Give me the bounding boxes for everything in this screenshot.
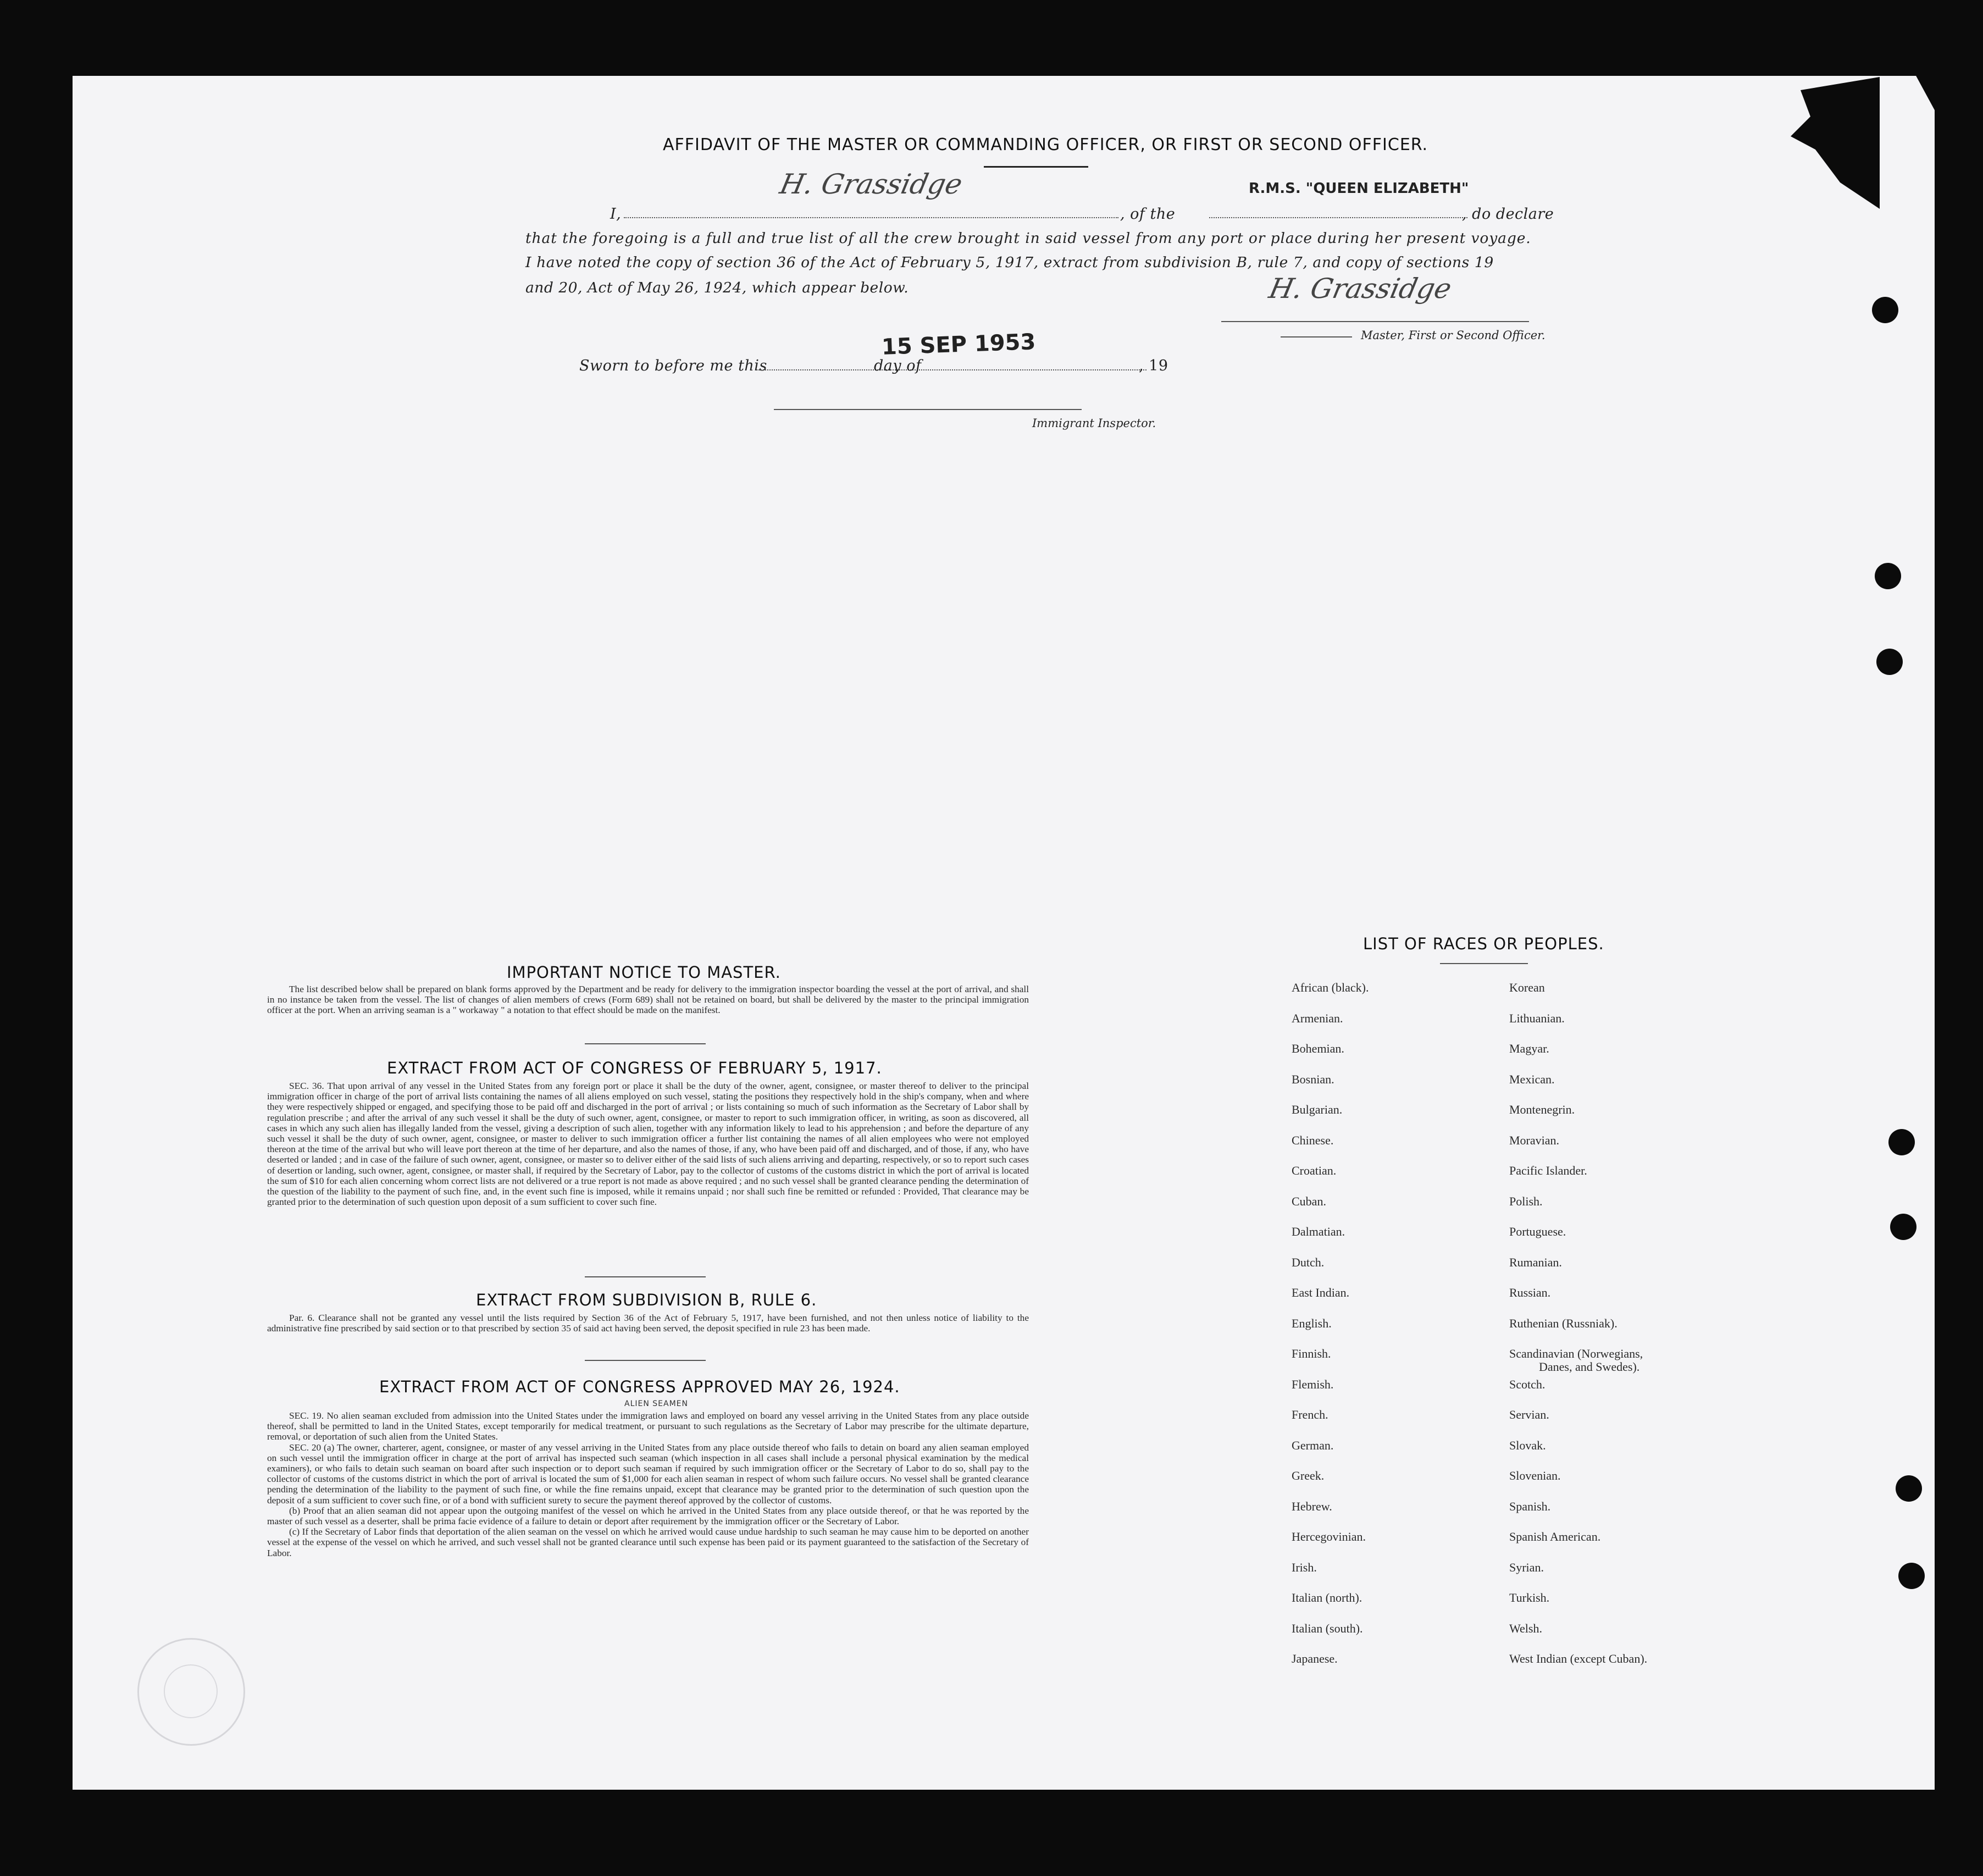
race-item: Finnish. xyxy=(1292,1347,1331,1360)
race-item: Portuguese. xyxy=(1509,1225,1566,1238)
section-rule xyxy=(585,1043,706,1044)
race-item: Welsh. xyxy=(1509,1621,1542,1635)
race-item: Slovenian. xyxy=(1509,1469,1561,1482)
race-item: Polish. xyxy=(1509,1194,1543,1208)
extract-1917-heading: EXTRACT FROM ACT OF CONGRESS OF FEBRUARY 5, 1917. xyxy=(387,1059,882,1077)
section-rule xyxy=(585,1276,706,1277)
race-item: Dalmatian. xyxy=(1292,1225,1345,1238)
race-item: Armenian. xyxy=(1292,1011,1343,1025)
inspector-rule xyxy=(774,409,1082,410)
affidavit-line-4: and 20, Act of May 26, 1924, which appear below. xyxy=(525,279,909,296)
inspector-caption: Immigrant Inspector. xyxy=(1032,417,1156,430)
race-item: Spanish American. xyxy=(1509,1530,1601,1543)
race-item: West Indian (except Cuban). xyxy=(1509,1652,1648,1665)
sec-20a: SEC. 20 (a) The owner, charterer, agent, consignee, or master of any vessel arriving in the United States from any place outside thereof who fails to detain on board any alien seaman employed on such vessel until the immigration officer in charge at the port of arrival has inspected such seaman (which inspection in all cases shall include a personal physical examination by the medical examiners), or who fails to detain such seaman on board after such inspection or to deport such seaman if required by such immigration officer or the Secretary of Labor to do so, shall pay to the collector of customs of the customs district in which the port of arrival is located the sum of $1,000 for each alien seaman in respect of whom such failure occurs. No vessel shall be granted clearance pending the determination of the liability to the payment of such fine, or while the fine remains unpaid, except that clearance may be granted prior to the determination of such question upon the deposit of a sum sufficient to cover such fine, or of a bond with sufficient surety to secure the payment thereof approved by the collector of customs. xyxy=(267,1442,1029,1506)
year-label: , 19 xyxy=(1139,357,1168,374)
race-item: Turkish. xyxy=(1509,1591,1550,1604)
race-item: Irish. xyxy=(1292,1560,1317,1574)
sworn-label: Sworn to before me this xyxy=(579,357,767,374)
punch-hole xyxy=(1888,1129,1915,1155)
notice-body: The list described below shall be prepared on blank forms approved by the Department and be ready for delivery to the immigration inspector boarding the vessel at the port of arrival, and shall in no instance be taken from the vessel. The list of changes of alien members of crews (Form 689) shall not be retained on board, but shall be delivered by the master to the principal immigration officer at the port. When an arriving seaman is a " workaway " a notation to that effect should be made on the manifest. xyxy=(267,984,1029,1016)
race-item: Japanese. xyxy=(1292,1652,1338,1665)
race-item: Chinese. xyxy=(1292,1133,1334,1147)
race-item: Hercegovinian. xyxy=(1292,1530,1366,1543)
affidavit-line-2: that the foregoing is a full and true list of all the crew brought in said vessel from any port or place during her present voyage. xyxy=(525,230,1531,247)
punch-hole xyxy=(1898,1563,1925,1589)
race-item: Syrian. xyxy=(1509,1560,1544,1574)
races-heading: LIST OF RACES OR PEOPLES. xyxy=(1363,934,1604,953)
race-item-continuation: Danes, and Swedes). xyxy=(1539,1360,1640,1374)
race-item: Scandinavian (Norwegians, xyxy=(1509,1347,1643,1360)
sworn-blank xyxy=(756,369,1146,370)
rule-6-heading: EXTRACT FROM SUBDIVISION B, RULE 6. xyxy=(476,1291,817,1309)
ship-stamp: R.M.S. "QUEEN ELIZABETH" xyxy=(1249,180,1469,197)
master-caption: Master, First or Second Officer. xyxy=(1361,329,1546,342)
race-item: African (black). xyxy=(1292,981,1369,994)
race-item: Dutch. xyxy=(1292,1255,1325,1269)
race-item: French. xyxy=(1292,1408,1328,1421)
race-item: Spanish. xyxy=(1509,1499,1551,1513)
race-item: Italian (north). xyxy=(1292,1591,1362,1604)
race-item: Magyar. xyxy=(1509,1042,1549,1055)
signature: H. Grassidge xyxy=(1266,273,1455,305)
race-item: Montenegrin. xyxy=(1509,1103,1575,1116)
race-item: Servian. xyxy=(1509,1408,1549,1421)
signature-rule xyxy=(1281,336,1352,337)
race-item: Bulgarian. xyxy=(1292,1103,1343,1116)
race-item: Flemish. xyxy=(1292,1377,1334,1391)
race-item: Bosnian. xyxy=(1292,1072,1334,1086)
race-item: Korean xyxy=(1509,981,1545,994)
extract-1924-heading: EXTRACT FROM ACT OF CONGRESS APPROVED MAY 26, 1924. xyxy=(379,1377,900,1396)
race-item: English. xyxy=(1292,1316,1332,1330)
day-of-label: day of xyxy=(874,357,922,374)
race-item: German. xyxy=(1292,1438,1334,1452)
race-item: Mexican. xyxy=(1509,1072,1555,1086)
punch-hole xyxy=(1875,563,1901,589)
section-rule xyxy=(1440,963,1528,964)
affidavit-heading: AFFIDAVIT OF THE MASTER OR COMMANDING OFFICER, OR FIRST OR SECOND OFFICER. xyxy=(663,135,1428,154)
rule-6-body: Par. 6. Clearance shall not be granted any vessel until the lists required by Section 36 of the Act of February 5, 1917, have been furnished, and not then unless notice of liability to the administrative fine prescribed by said section or to that prescribed by section 35 of said act having been served, the deposit specified in rule 23 has been made. xyxy=(267,1313,1029,1334)
punch-hole xyxy=(1896,1475,1922,1502)
race-item: Russian. xyxy=(1509,1286,1551,1299)
sec-19: SEC. 19. No alien seaman excluded from admission into the United States under the immigration laws and employed on board any vessel arriving in the United States from any place outside thereof, shall be permitted to land in the United States, except temporarily for medical treatment, or pursuant to such regulations as the Secretary of Labor may prescribe for the ultimate departure, removal, or deportation of such alien from the United States. xyxy=(267,1410,1029,1442)
race-item: Italian (south). xyxy=(1292,1621,1363,1635)
sec-20c: (c) If the Secretary of Labor finds that deportation of the alien seaman on the vessel on which he arrived would cause undue hardship to such seaman he may cause him to be deported on another vessel at the expense of the vessel on which he arrived, and such vessel shall not be granted clearance until such expense has been paid or its payment guaranteed to the satisfaction of the Secretary of Labor. xyxy=(267,1526,1029,1558)
alien-seamen-subheading: ALIEN SEAMEN xyxy=(624,1399,688,1408)
sec-20b: (b) Proof that an alien seaman did not appear upon the outgoing manifest of the vessel on which he arrived in the United States from any place outside thereof, or that he was reported by the master of such vessel as a deserter, shall be prima facie evidence of a failure to detain or deport after requirement by the immigration officer or the Secretary of Labor. xyxy=(267,1505,1029,1527)
affidavit-do-declare: , do declare xyxy=(1462,206,1554,223)
section-rule xyxy=(585,1360,706,1361)
affidavit-of-the: , of the xyxy=(1120,206,1176,223)
race-item: Rumanian. xyxy=(1509,1255,1562,1269)
race-item: Moravian. xyxy=(1509,1133,1560,1147)
race-item: Scotch. xyxy=(1509,1377,1546,1391)
race-item: Cuban. xyxy=(1292,1194,1326,1208)
race-item: Hebrew. xyxy=(1292,1499,1332,1513)
heading-rule xyxy=(984,166,1088,168)
race-item: Pacific Islander. xyxy=(1509,1164,1587,1177)
extract-1924-body xyxy=(267,1410,1029,1558)
affidavit-i: I, xyxy=(610,206,622,223)
signature: H. Grassidge xyxy=(777,168,966,200)
punch-hole xyxy=(1890,1214,1916,1240)
race-item: Croatian. xyxy=(1292,1164,1337,1177)
race-item: Greek. xyxy=(1292,1469,1325,1482)
signature-rule xyxy=(1221,321,1529,322)
race-item: East Indian. xyxy=(1292,1286,1350,1299)
race-item: Bohemian. xyxy=(1292,1042,1344,1055)
punch-hole xyxy=(1872,297,1898,323)
date-stamp: 15 SEP 1953 xyxy=(881,329,1037,360)
punch-hole xyxy=(1876,649,1903,675)
vessel-blank xyxy=(1209,217,1467,218)
affidavit-line-3: I have noted the copy of section 36 of the Act of February 5, 1917, extract from subdivision B, rule 7, and copy of sections 19 xyxy=(525,254,1494,271)
extract-1917-body: SEC. 36. That upon arrival of any vessel in the United States from any foreign port or place it shall be the duty of the owner, agent, consignee, or master thereof to deliver to the principal immigration officer in charge of the port of arrival lists containing the names of all aliens employed on such vessel, stating the positions they respectively hold in the ship's company, when and where they were respectively shipped or engaged, and specifying those to be paid off and discharged in the port of arrival ; or lists containing so much of such information as the Secretary of Labor shall by regulation prescribe ; and after the arrival of any such vessel it shall be the duty of such owner, agent, consignee, or master to report to such immigration officer, in writing, as soon as discovered, all cases in which any such alien has illegally landed from the vessel, giving a description of such alien, together with any information likely to lead to his apprehension ; and before the departure of any such vessel it shall be the duty of such owner, agent, consignee, or master to deliver to such immigration officer a further list containing the names of all alien employees who were not employed thereon at the time of the arrival but who will leave port thereon at the time of her departure, and also the names of those, if any, who have been paid off and discharged, and of those, if any, who have deserted or landed ; and in case of the failure of such owner, agent, consignee, or master so to deliver either of the said lists of such aliens arriving and departing, respectively, or so to report such cases of desertion or landing, such owner, agent, consignee, or master shall, if required by the Secretary of Labor, pay to the collector of customs of the customs district in which the port of arrival is located the sum of $10 for each alien concerning whom correct lists are not delivered or a true report is not made as above required ; and no such vessel shall be granted clearance pending the determination of the question of the liability to the payment of such fine, and, in the event such fine is imposed, while it remains unpaid ; nor shall such fine be remitted or refunded : Provided, That clearance may be granted prior to the determination of such question upon deposit of a sum sufficient to cover such fine. xyxy=(267,1081,1029,1208)
race-item: Lithuanian. xyxy=(1509,1011,1565,1025)
name-blank xyxy=(624,217,1118,218)
notice-heading: IMPORTANT NOTICE TO MASTER. xyxy=(507,963,781,982)
race-item: Ruthenian (Russniak). xyxy=(1509,1316,1618,1330)
embossed-seal xyxy=(137,1638,245,1746)
race-item: Slovak. xyxy=(1509,1438,1546,1452)
